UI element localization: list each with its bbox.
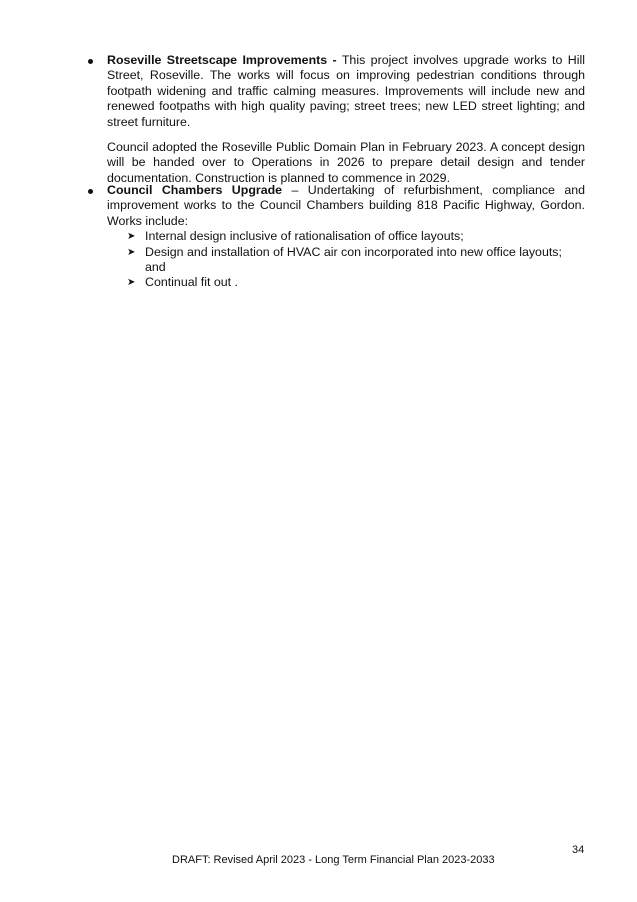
project-title: Council Chambers Upgrade — [107, 183, 283, 197]
list-item-text: Continual fit out . — [145, 275, 238, 290]
project-description — [107, 53, 585, 130]
arrow-bullet-icon: ➤ — [127, 277, 136, 289]
list-item-text: Internal design inclusive of rationalisation of office layouts; — [145, 229, 464, 244]
list-item — [107, 245, 585, 276]
project-followup: Council adopted the Roseville Public Domain Plan in February 2023. A concept design will be handed over to Operations in 2026 to prepare detail design and tender documentation. Construction is planned to commence in 2029. — [107, 140, 585, 185]
bullet-icon — [88, 59, 93, 64]
list-item — [107, 229, 585, 244]
project-item-roseville — [107, 53, 585, 186]
arrow-bullet-icon: ➤ — [127, 246, 136, 258]
list-item — [107, 275, 585, 290]
arrow-bullet-icon: ➤ — [127, 231, 136, 243]
project-text: – Undertaking of refurbishment, compliance and improvement works to the Council Chambers building 818 Pacific Highway, Gordon. Works include: — [107, 183, 586, 228]
footer-text: DRAFT: Revised April 2023 - Long Term Financial Plan 2023-2033 — [172, 854, 495, 866]
project-title: Roseville Streetscape Improvements - — [107, 53, 337, 67]
project-item-council-chambers — [107, 183, 585, 291]
project-description — [107, 183, 585, 229]
page-number: 34 — [572, 844, 585, 856]
project-text: This project involves upgrade works to Hill Street, Roseville. The works will focus on improving pedestrian conditions through footpath widening and traffic calming measures. Improvements will include new and renewed footpaths with high quality paving; street trees; new LED street lighting; and street furniture. — [107, 53, 585, 129]
list-item-text: Design and installation of HVAC air con incorporated into new office layouts; and — [145, 244, 562, 275]
bullet-icon — [88, 189, 93, 194]
works-list — [107, 229, 585, 291]
